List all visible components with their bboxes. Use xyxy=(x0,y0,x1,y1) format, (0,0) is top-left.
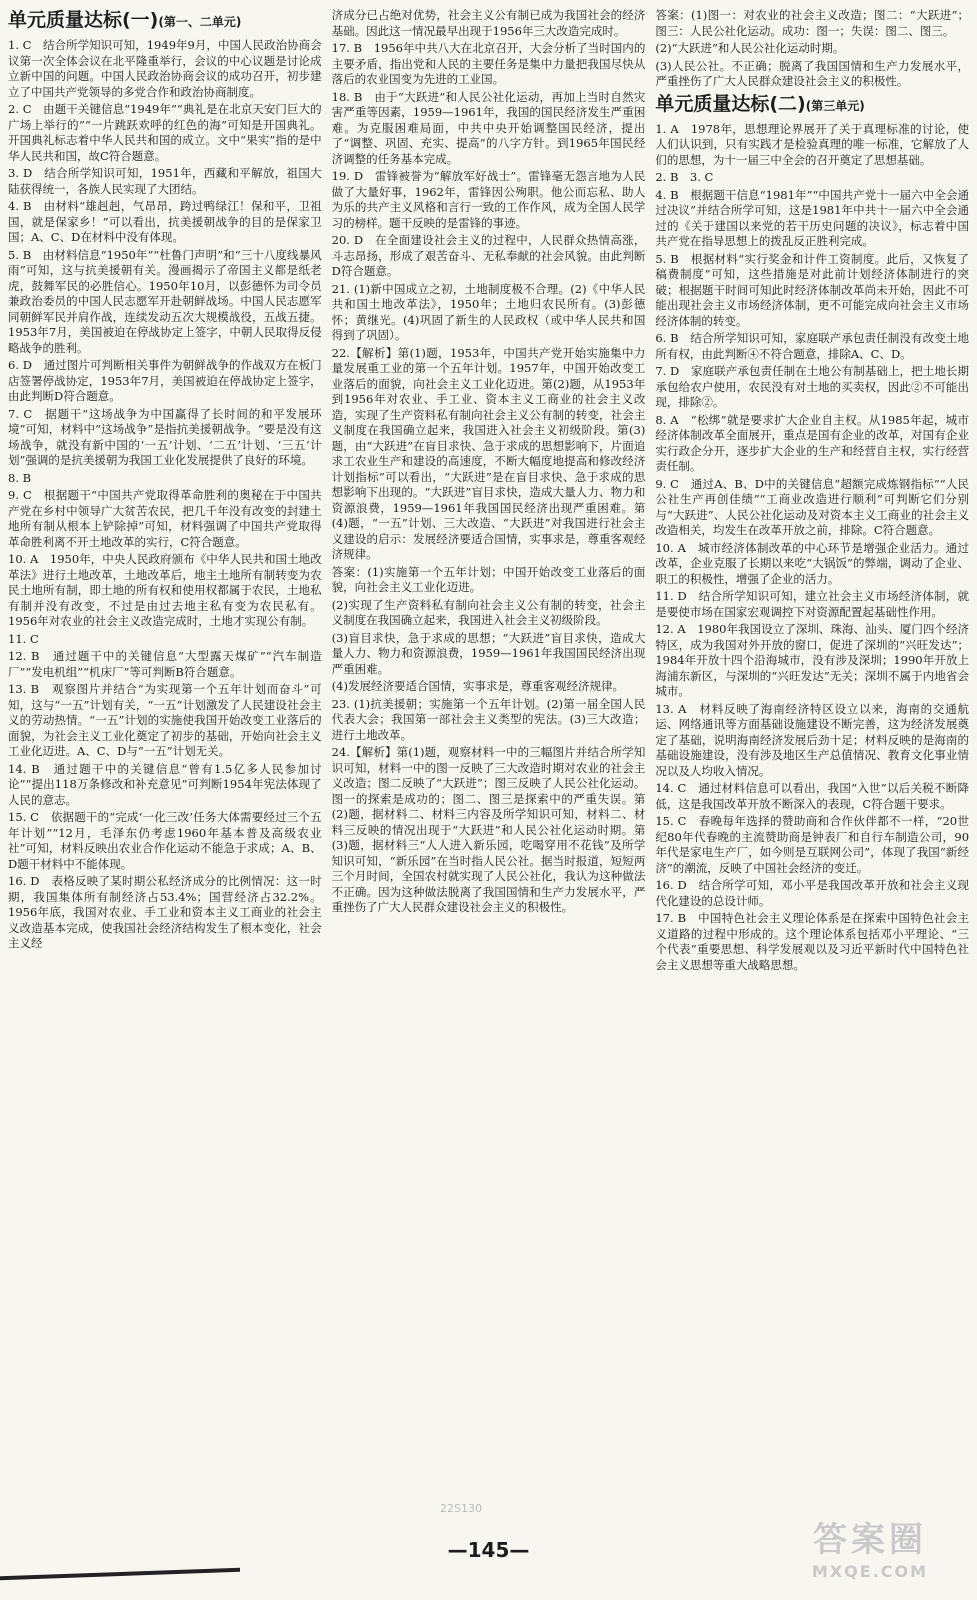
answer-paragraph: 15. C 依据题干的“完成‘一化三改’任务大体需要经过三个五年计划”“12月，毛泽东仍考虑1960年基本普及高级农业社”可知，材料反映出农业合作化运动不能急于求成；A、B、D题干材料中不能体现。 xyxy=(8,810,322,871)
answer-paragraph: 10. A 城市经济体制改革的中心环节是增强企业活力。通过改革，企业克服了长期以来吃“大锅饭”的弊端，调动了企业、职工的积极性，增强了企业的活力。 xyxy=(655,540,970,586)
answer-paragraph: 16. D 表格反映了某时期公私经济成分的比例情况：这一时期，我国集体所有制经济占53.4%；国营经济占32.2%。1956年底，我国对农业、手工业和资本主义工商业的社会主义改造基本完成，使我国社会经济结构发生了根本变化，社会主义经 xyxy=(8,874,322,950)
answer-paragraph: (3)盲目求快，急于求成的思想；“大跃进”盲目求快，造成大量人力、物力和资源浪费，1959—1961年我国国民经济出现严重困难。 xyxy=(331,630,646,676)
answer-paragraph: 19. D 雷锋被誉为“解放军好战士”。雷锋毫无怨言地为人民做了大量好事，1962年，雷锋因公殉职。他公而忘私、助人为乐的共产主义风格和言行一致的工作作风，成为全国人民学习的榜样。题干反映的是雷锋的事迹。 xyxy=(331,169,646,230)
answer-paragraph: 6. D 通过图片可判断相关事件为朝鲜战争的作战双方在板门店签署停战协定，1953年7月，美国被迫在停战协定上签字，由此判断D符合题意。 xyxy=(8,358,322,403)
answer-columns xyxy=(8,8,969,1488)
answer-paragraph: 1. C 结合所学知识可知，1949年9月，中国人民政治协商会议第一次全体会议在北平隆重举行，会议的中心议题是讨论成立新中国的问题。中国人民政治协商会议的成功召开，初步建立了中国共产党领导的多党合作和政治协商制度。 xyxy=(8,38,322,99)
answer-paragraph: 2. C 由题干关键信息“1949年”“典礼是在北京天安门巨大的广场上举行的”“一片跳跃欢呼的红色的海”可知是开国典礼。开国典礼标志着中华人民共和国的成立。文中“果实”指的是中华人民共和国，故C符合题意。 xyxy=(8,102,322,163)
column-1-body xyxy=(8,38,322,952)
answer-paragraph: 9. C 通过A、B、D中的关键信息“超额完成炼钢指标”“人民公社生产再创佳绩”“工商业改造进行顺利”可判断它们分别与“大跃进”、人民公社化运动及对资本主义工商业的社会主义改造相关，均发生在改革开放之前，排除。C符合题意。 xyxy=(655,476,970,537)
section-subtitle: (第一、二单元) xyxy=(158,15,242,29)
column-1 xyxy=(8,8,322,1488)
answer-paragraph: 7. C 据题干“这场战争为中国赢得了长时间的和平发展环境”可知，材料中“这场战争”是指抗美援朝战争。“要是没有这场战争，就没有新中国的‘一五’计划、‘二五’计划、‘三五’计划”强调的是抗美援朝为我国工业化发展提供了良好的环境。 xyxy=(8,406,322,467)
answer-paragraph: 18. B 由于“大跃进”和人民公社化运动，再加上当时自然灾害严重等因素，1959—1961年，我国的国民经济发生严重困难。为克服困难局面，中共中央开始调整国民经济，提出了“调整、巩固、充实、提高”的八字方针。到1965年国民经济调整的任务基本完成。 xyxy=(331,89,646,166)
watermark-logo xyxy=(775,1518,965,1590)
answer-paragraph: 16. D 结合所学可知，邓小平是我国改革开放和社会主义现代化建设的总设计师。 xyxy=(655,878,970,908)
answer-paragraph: 5. B 由材料信息“1950年”“杜鲁门声明”和“三十八度线暴风雨”可知，这与抗美援朝有关。漫画揭示了帝国主义都是纸老虎，鼓舞军民的必胜信心。1950年10月，以彭德怀为司令员兼政治委员的中国人民志愿军开赴朝鲜战场。中国人民志愿军同朝鲜军民并肩作战，连续发动五次大规模战役，五战五捷。1953年7月，美国被迫在停战协定上签字，中朝人民取得反侵略战争的胜利。 xyxy=(8,247,322,355)
answer-paragraph: 答案：(1)图一：对农业的社会主义改造；图二：“大跃进”；图三：人民公社化运动。成功：图一；失误：图二、图三。 xyxy=(655,8,970,38)
section-title-text: 单元质量达标(一) xyxy=(8,9,159,31)
answer-paragraph: 13. A 材料反映了海南经济特区设立以来，海南的交通航运、网络通讯等方面基础设施建设不断完善，这为经济发展奠定了基础，说明海南经济发展后劲十足；材料反映的是海南的基础设施建设，没有涉及地区生产总值情况、教育文化事业情况以及人均收入情况。 xyxy=(655,701,970,778)
column-3-body xyxy=(655,122,969,974)
answer-paragraph: 10. A 1950年，中央人民政府颁布《中华人民共和国土地改革法》进行土地改革，土地改革后，地主土地所有制转变为农民土地所有制，即土地的所有权和使用权都属于农民，土地私有制并没有改变，不过是由过去地主私有变为农民私有。1956年对农业的社会主义改造完成时，土地才实现公有制。 xyxy=(8,552,322,628)
answer-paragraph: 4. B 由材料“雄赳赳，气昂昂，跨过鸭绿江！保和平，卫祖国，就是保家乡！”可以看出，抗美援朝战争的目的是保家卫国；A、C、D在材料中没有体现。 xyxy=(8,199,322,244)
answer-paragraph: 8. A “松绑”就是要求扩大企业自主权。从1985年起，城市经济体制改革全面展开，重点是国有企业的改革，对国有企业实行政企分开，逐步扩大企业的生产和经营自主权，实行经营责任制。 xyxy=(655,412,970,473)
answer-paragraph: 20. D 在全面建设社会主义的过程中，人民群众热情高涨，斗志昂扬，形成了艰苦奋斗、无私奉献的社会风貌。由此判断D符合题意。 xyxy=(331,233,646,278)
column-2 xyxy=(332,8,646,1488)
answer-paragraph: 11. D 结合所学知识可知，建立社会主义市场经济体制，就是要使市场在国家宏观调控下对资源配置起基础性作用。 xyxy=(655,589,970,619)
column-3-answers xyxy=(655,8,969,90)
answer-paragraph: 17. B 中国特色社会主义理论体系是在探索中国特色社会主义道路的过程中形成的。这个理论体系包括邓小平理论、“三个代表”重要思想、科学发展观以及习近平新时代中国特色社会主义思想等重大战略思想。 xyxy=(655,911,970,972)
answer-paragraph: 6. B 结合所学知识可知，家庭联产承包责任制没有改变土地所有权，由此判断④不符合题意，排除A、C、D。 xyxy=(655,331,970,361)
section-title-text: 单元质量达标(二) xyxy=(655,92,806,115)
answer-paragraph: (2)“大跃进”和人民公社化运动时期。 xyxy=(655,41,845,55)
answer-paragraph: 21. (1)新中国成立之初，土地制度极不合理。(2)《中华人民共和国土地改革法》，1950年；土地归农民所有。(3)彭德怀；黄继光。(4)巩固了新生的人民政权（或中华人民共和国得到了巩固）。 xyxy=(331,281,646,342)
answer-paragraph: 济成分已占绝对优势，社会主义公有制已成为我国社会的经济基础。因此这一情况最早出现于1956年三大改造完成时。 xyxy=(331,8,646,38)
answer-paragraph: 22.【解析】第(1)题，1953年，中国共产党开始实施集中力量发展重工业的第一个五年计划。1957年，中国开始改变工业落后的面貌，向社会主义工业化迈进。第(2)题，从1953年到1956年对农业、手工业、资本主义工商业的社会主义改造，实现了生产资料私有制向社会主义公有制的转变，社会主义制度在我国确立起来，我国进入社会主义初级阶段。第(3)题，由“大跃进”在盲目求快、急于求成的思想影响下，片面追求工农业生产和建设的高速度，不断大幅度地提高和修改经济计划指标”可以看出，“大跃进”是在盲目求快、急于求成的思想影响下出现的。“大跃进”盲目求快，造成大量人力、物力和资源浪费，1959—1961年我国国民经济出现严重困难。第(4)题，“一五”计划、三大改造、“大跃进”对我国进行社会主义建设的启示：发展经济要适合国情，实事求是，尊重客观经济规律。 xyxy=(331,345,646,561)
answer-paragraph: 17. B 1956年中共八大在北京召开，大会分析了当时国内的主要矛盾，指出党和人民的主要任务是集中力量把我国尽快从落后的农业国变为先进的工业国。 xyxy=(331,41,646,86)
answer-paragraph: (3)人民公社。不正确；脱离了我国国情和生产力发展水平，严重挫伤了广大人民群众建设社会主义的积极性。 xyxy=(655,58,970,88)
answer-paragraph: 12. B 通过题干中的关键信息“大型露天煤矿”“汽车制造厂”“发电机组”“机床厂”等可判断B符合题意。 xyxy=(8,649,322,679)
answer-paragraph: 7. D 家庭联产承包责任制在土地公有制基础上，把土地长期承包给农户使用，农民没有对土地的买卖权，因此②不可能出现，排除②。 xyxy=(655,364,970,409)
column-3 xyxy=(655,8,969,1488)
column-2-body xyxy=(332,8,646,916)
answer-paragraph: 5. B 根据材料“实行奖金和计件工资制度。此后，又恢复了稿费制度”可知，这些措施是对此前计划经济体制进行的突破；根据题干时间可知此时经济体制改革尚未开始，因此不可能出现社会主义市场经济体制，更不可能完成向社会主义市场经济体制的转变。 xyxy=(655,251,970,328)
answer-paragraph: 14. B 通过题干中的关键信息“曾有1.5亿多人民参加讨论”“提出118万条修改和补充意见”可判断1954年宪法体现了人民的意志。 xyxy=(8,761,322,807)
logo-text: 答案圈 xyxy=(813,1520,927,1560)
answer-paragraph: 4. B 根据题干信息“1981年”“中国共产党十一届六中全会通过决议”并结合所学可知，这是1981年中共十一届六中全会通过的《关于建国以来党的若干历史问题的决议》，标志着中国共产党在指导思想上的拨乱反正胜利完成。 xyxy=(655,187,970,248)
footer-decoration xyxy=(0,1568,240,1580)
answer-paragraph: 13. B 观察图片并结合“为实现第一个五年计划而奋斗”可知，这与“一五”计划有关，“一五”计划激发了人民建设社会主义的劳动热情。“一五”计划的实施使我国开始改变工业落后的面貌，为社会主义工业化奠定了初步的基础，开始向社会主义工业化迈进。A、C、D与“一五”计划无关。 xyxy=(8,682,322,758)
answer-paragraph: 1. A 1978年，思想理论界展开了关于真理标准的讨论，使人们认识到，只有实践才是检验真理的唯一标准，它解放了人们的思想，为十一届三中全会的召开奠定了思想基础。 xyxy=(655,121,970,167)
answer-paragraph: 8. B xyxy=(8,470,32,485)
logo-url: MXQE.COM xyxy=(811,1562,929,1581)
answer-paragraph: 12. A 1980年我国设立了深圳、珠海、汕头、厦门四个经济特区，成为我国对外开放的窗口，促进了深圳的“兴旺发达”；1984年开放十四个沿海城市，没有涉及深圳；1990年开放上海浦东新区，与深圳的“兴旺发达”无关；深圳不属于内地省会城市。 xyxy=(655,622,970,698)
page-code: 22S130 xyxy=(440,1502,482,1515)
answer-paragraph: 9. C 根据题干“中国共产党取得革命胜利的奥秘在于中国共产党在乡村中领导广大贫苦农民，把几千年没有改变的封建土地所有制从根本上铲除掉”可知，材料强调了中国共产党取得革命胜利离不开土地改革的实行，C符合题意。 xyxy=(8,488,322,549)
answer-paragraph: 23. (1)抗美援朝；实施第一个五年计划。(2)第一届全国人民代表大会；我国第一部社会主义类型的宪法。(3)三大改造；进行土地改革。 xyxy=(331,696,646,742)
page-number: —145— xyxy=(447,1538,530,1562)
answer-paragraph: (4)发展经济要适合国情，实事求是，尊重客观经济规律。 xyxy=(331,679,624,693)
answer-paragraph: 3. D 结合所学知识可知，1951年，西藏和平解放，祖国大陆获得统一，各族人民实现了大团结。 xyxy=(8,166,322,196)
answer-paragraph: 答案：(1)实施第一个五年计划；中国开始改变工业落后的面貌，向社会主义工业化迈进。 xyxy=(331,564,646,594)
answer-paragraph: (2)实现了生产资料私有制向社会主义公有制的转变，社会主义制度在我国确立起来，我国进入社会主义初级阶段。 xyxy=(331,597,646,627)
answer-paragraph: 24.【解析】第(1)题，观察材料一中的三幅图片并结合所学知识可知，材料一中的图一反映了三大改造时期对农业的社会主义改造；图二反映了“大跃进”；图三反映了人民公社化运动。图一的探索是成功的；图二、图三是探索中的严重失误。第(2)题，据材料二、材料三内容及所学知识可知，材料二、材料三反映的情况出现于“大跃进”和人民公社化运动时期。第(3)题，据材料三“人人进入新乐园，吃喝穿用不花钱”及所学知识可知，“新乐园”在当时指人民公社。据当时报道，短短两三个月时间，全国农村就实现了人民公社化，我认为这种做法不正确。因为这种做法脱离了我国国情和生产力发展水平，严重挫伤了广大人民群众建设社会主义的积极性。 xyxy=(331,745,646,914)
section-title-1 xyxy=(8,8,322,34)
answer-paragraph: 14. C 通过材料信息可以看出，我国“入世”以后关税不断降低，这是我国改革开放不断深入的表现，C符合题干要求。 xyxy=(655,781,970,811)
answer-paragraph: 2. B 3. C xyxy=(655,170,714,184)
answer-paragraph: 11. C xyxy=(8,631,39,646)
section-subtitle: (第三单元) xyxy=(805,98,865,113)
answer-paragraph: 15. C 春晚每年选择的赞助商和合作伙伴都不一样，“20世纪80年代春晚的主流赞助商是钟表厂和自行车制造公司，90年代是家电生产厂，如今则是互联网公司”，体现了我国“新经济”的潮流，反映了中国社会经济的变迁。 xyxy=(655,814,970,875)
section-title-2 xyxy=(655,92,969,118)
